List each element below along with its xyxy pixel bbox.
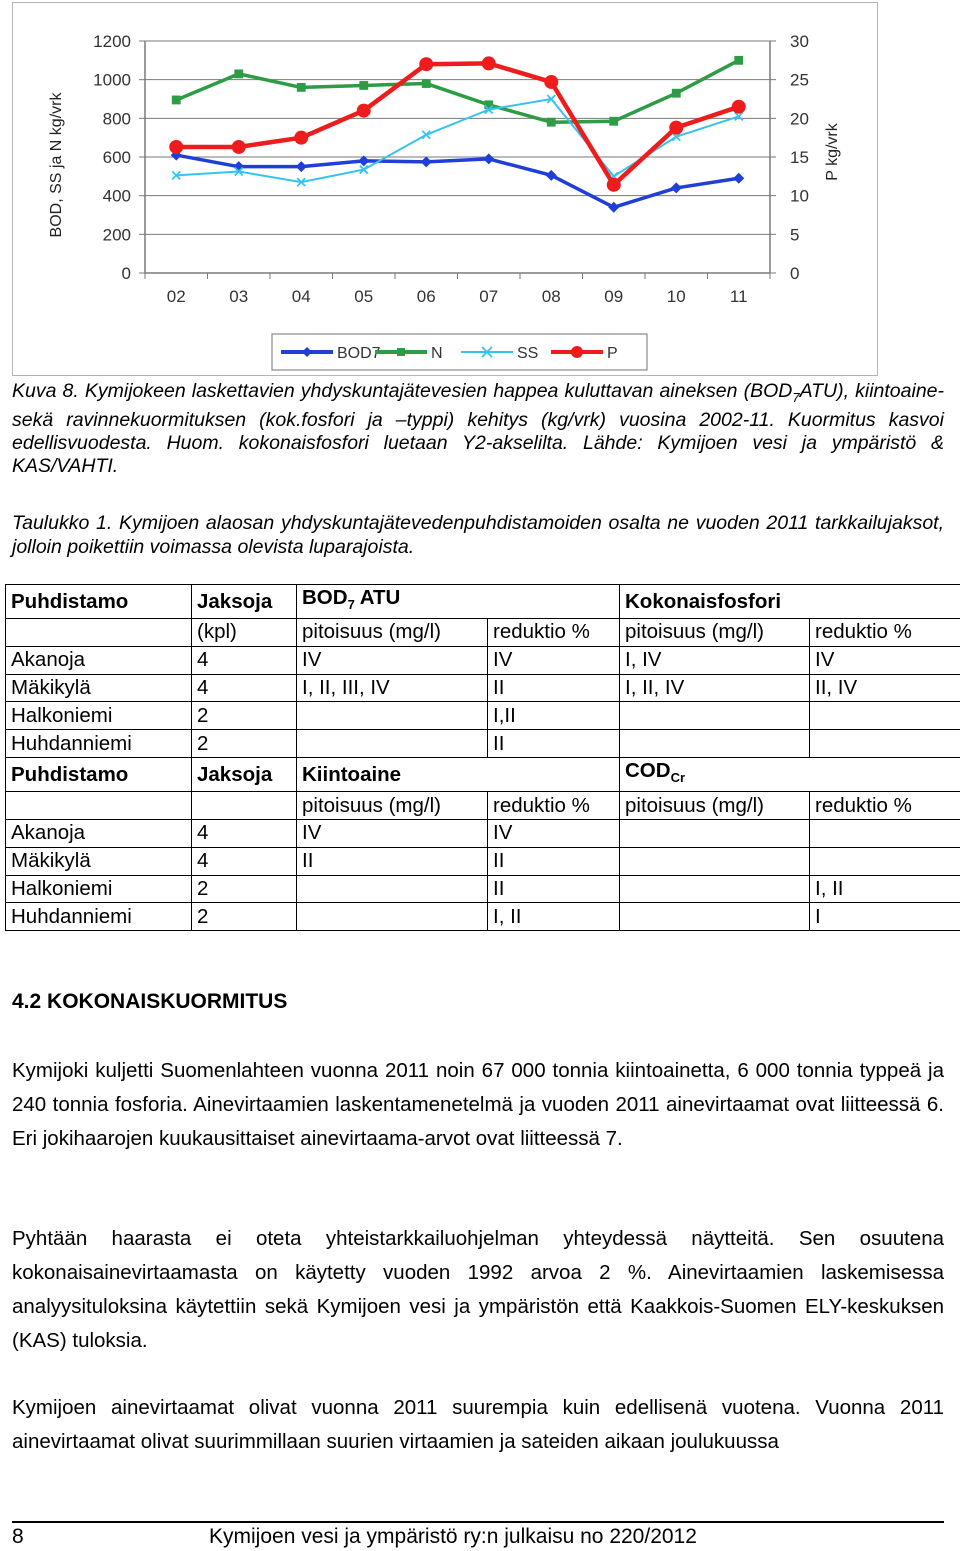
data-point [483,153,494,164]
y-tick-label: 800 [102,109,131,129]
series-line-n [176,60,739,122]
table-cell: Akanoja [6,646,192,674]
data-point [733,173,744,184]
table-cell: Huhdanniemi [6,903,192,931]
y-tick-label: 1000 [93,70,131,90]
table-cell: II [488,847,620,875]
line-chart [13,3,879,377]
table-row [6,847,960,875]
table-cell: 4 [192,674,297,702]
data-point [421,156,432,167]
header-parameter-2-subscript: Cr [670,770,686,786]
x-tick-label: 11 [729,287,748,306]
header-parameter-1 [297,585,620,619]
table-cell: IV [297,819,488,847]
header-periods: Jaksoja [192,758,297,792]
subheader-cell [6,619,192,647]
table-cell: II [488,730,620,758]
figure-caption-subscript: 7 [792,389,800,405]
y-tick-label: 400 [102,186,131,206]
table-cell [297,702,488,730]
data-point [397,348,405,356]
data-point [609,117,618,126]
table-cell: II [297,847,488,875]
page-number: 8 [12,1525,24,1548]
table-cell [810,702,960,730]
table-cell: I,II [488,702,620,730]
data-point [172,96,181,105]
header-parameter-1-suffix: ATU [354,586,401,609]
y-tick-label: 200 [102,225,131,245]
table-cell: Halkoniemi [6,702,192,730]
header-parameter-1-text: Kiintoaine [302,762,402,786]
table-cell: Huhdanniemi [6,730,192,758]
data-point [669,121,683,135]
data-point [419,57,433,71]
table-cell [297,875,488,903]
subheader-cell: pitoisuus (mg/l) [620,619,810,647]
data-point [571,346,583,358]
footer-divider [12,1521,944,1523]
subheader-cell: pitoisuus (mg/l) [297,619,488,647]
y2-tick-label: 20 [790,109,809,129]
header-parameter-2-text: Kokonaisfosfori [625,589,782,613]
subheader-cell: pitoisuus (mg/l) [297,792,488,820]
data-point [294,131,308,145]
table-cell: IV [810,646,960,674]
x-tick-label: 04 [291,287,311,306]
data-point [357,104,371,118]
subheader-cell: reduktio % [810,619,960,647]
table-cell [620,730,810,758]
table-cell: 4 [192,646,297,674]
table-row [6,646,960,674]
data-point [482,56,496,70]
x-tick-label: 10 [666,287,686,306]
table-cell: 4 [192,819,297,847]
table-subheader-row [6,619,960,647]
data-point [671,182,682,193]
table-cell [620,847,810,875]
table-cell: I, II [810,875,960,903]
x-tick-label: 07 [479,287,499,306]
x-tick-label: 05 [354,287,374,306]
data-point [297,83,306,92]
chart-frame [12,2,878,376]
table-cell [810,847,960,875]
table-row [6,674,960,702]
table-row [6,903,960,931]
table-cell [297,730,488,758]
data-point [544,75,558,89]
y2-tick-label: 0 [790,264,800,283]
x-tick-label: 06 [416,287,436,306]
x-tick-label: 03 [229,287,249,306]
figure-caption [12,380,944,478]
data-point [232,140,246,154]
table-cell: Mäkikylä [6,674,192,702]
legend-label: P [607,345,618,362]
data-point [732,100,746,114]
subheader-cell: reduktio % [810,792,960,820]
paragraph-2: Pyhtään haarasta ei oteta yhteistarkkailuohjelman yhteydessä näytteitä. Sen osuutena kokonaisainevirtaamasta on käytetty vuoden 1992 arvoa 2 %. Ainevirtaamien laskemisessa analyysituloksina käytettiin sekä Kymijoen vesi ja ympäristön että Kaakkois-Suomen ELY-keskuksen (KAS) tuloksia. [12,1227,944,1352]
y-axis-title: BOD, SS ja N kg/vrk [48,92,65,238]
table-cell: Mäkikylä [6,847,192,875]
table-cell: II [488,875,620,903]
table-cell: I [810,903,960,931]
data-point [547,118,556,127]
table-cell: 4 [192,847,297,875]
table-cell: IV [297,646,488,674]
y-tick-label: 0 [121,264,131,283]
series-line-ss [176,99,739,182]
header-parameter-2-text: COD [625,759,671,783]
header-parameter-1-text: BOD [302,586,348,609]
figure-caption-part1: Kuva 8. Kymijokeen laskettavien yhdyskuntajätevesien happea kuluttavan aineksen (BOD [12,380,793,402]
publication-info: Kymijoen vesi ja ympäristö ry:n julkaisu no 220/2012 [209,1525,697,1548]
table-cell: 2 [192,903,297,931]
table-cell [810,730,960,758]
table-cell: II, IV [810,674,960,702]
y2-axis-title: P kg/vrk [824,123,841,181]
limit-exceedance-table [5,584,960,931]
y2-tick-label: 25 [790,70,809,90]
y2-tick-label: 30 [790,32,809,51]
header-plant: Puhdistamo [6,758,192,792]
paragraph-1: Kymijoki kuljetti Suomenlahteen vuonna 2011 noin 67 000 tonnia kiintoainetta, 6 000 tonnia typpeä ja 240 tonnia fosforia. Ainevirtaamien laskentamenetelmä ja vuoden 2011 ainevirtaamat ovat liitteessä 6. Eri jokihaarojen kuukausittaiset ainevirtaama-arvot ovat liitteessä 7. [12,1059,944,1150]
table-cell: I, II [488,903,620,931]
subheader-cell: (kpl) [192,619,297,647]
data-point [484,100,493,109]
data-point [607,178,621,192]
table-header-row [6,758,960,792]
table-row [6,875,960,903]
header-parameter-1 [297,758,620,792]
data-point [296,161,307,172]
figure-caption-part2: ATU), kiintoaine- sekä ravinnekuormituksen (kok.fosfori ja –typpi) kehitys (kg/vrk) vuosina 2002-11. Kuormitus kasvoi edellisvuodesta. Huom. kokonaisfosfori luetaan Y2-akselilta. Lähde: Kymijoen vesi ja ympäristö & KAS/VAHTI. [12,380,945,477]
table-cell: I, II, IV [620,674,810,702]
table-row [6,730,960,758]
data-point [734,56,743,65]
header-plant: Puhdistamo [6,585,192,619]
table-cell: IV [488,819,620,847]
header-parameter-2 [620,758,960,792]
header-parameter-1-subscript: 7 [347,597,355,613]
header-parameter-2 [620,585,960,619]
table-caption: Taulukko 1. Kymijoen alaosan yhdyskuntajätevedenpuhdistamoiden osalta ne vuoden 2011 tarkkailujaksot, jolloin poikettiin voimassa olevista luparajoista. [12,512,944,558]
table-cell [620,903,810,931]
y-tick-label: 1200 [93,32,131,51]
section-title: 4.2 KOKONAISKUORMITUS [12,990,288,1013]
table-header-row [6,585,960,619]
x-tick-label: 08 [541,287,561,306]
table-cell: I, II, III, IV [297,674,488,702]
data-point [169,140,183,154]
y2-tick-label: 15 [790,148,809,167]
header-periods: Jaksoja [192,585,297,619]
table-row [6,819,960,847]
table-cell: Akanoja [6,819,192,847]
subheader-cell: pitoisuus (mg/l) [620,792,810,820]
table-cell [620,819,810,847]
x-tick-label: 02 [166,287,186,306]
table-cell [297,903,488,931]
table-cell: 2 [192,730,297,758]
series-line-bod7 [176,155,739,207]
subheader-cell: reduktio % [488,619,620,647]
subheader-cell: reduktio % [488,792,620,820]
legend-label: SS [517,345,539,362]
data-point [422,79,431,88]
table-cell: 2 [192,702,297,730]
x-tick-label: 09 [604,287,624,306]
subheader-cell [6,792,192,820]
table-cell [810,819,960,847]
table-cell: 2 [192,875,297,903]
y-tick-label: 600 [102,148,131,167]
table-cell: IV [488,646,620,674]
y2-tick-label: 5 [790,225,800,245]
table-cell: II [488,674,620,702]
table-cell [620,702,810,730]
table-cell: Halkoniemi [6,875,192,903]
y2-tick-label: 10 [790,186,809,206]
data-point [234,69,243,78]
table-row [6,702,960,730]
data-point [672,89,681,98]
table-cell: I, IV [620,646,810,674]
table-subheader-row [6,792,960,820]
table-cell [620,875,810,903]
paragraph-3: Kymijoen ainevirtaamat olivat vuonna 2011 suurempia kuin edellisenä vuotena. Vuonna 2011 ainevirtaamat olivat suurimmillaan suurien virtaamien ja sateiden aikaan joulukuussa [12,1396,944,1453]
legend-label: BOD7 [337,345,381,362]
data-point [359,81,368,90]
subheader-cell [192,792,297,820]
legend-label: N [431,345,443,362]
